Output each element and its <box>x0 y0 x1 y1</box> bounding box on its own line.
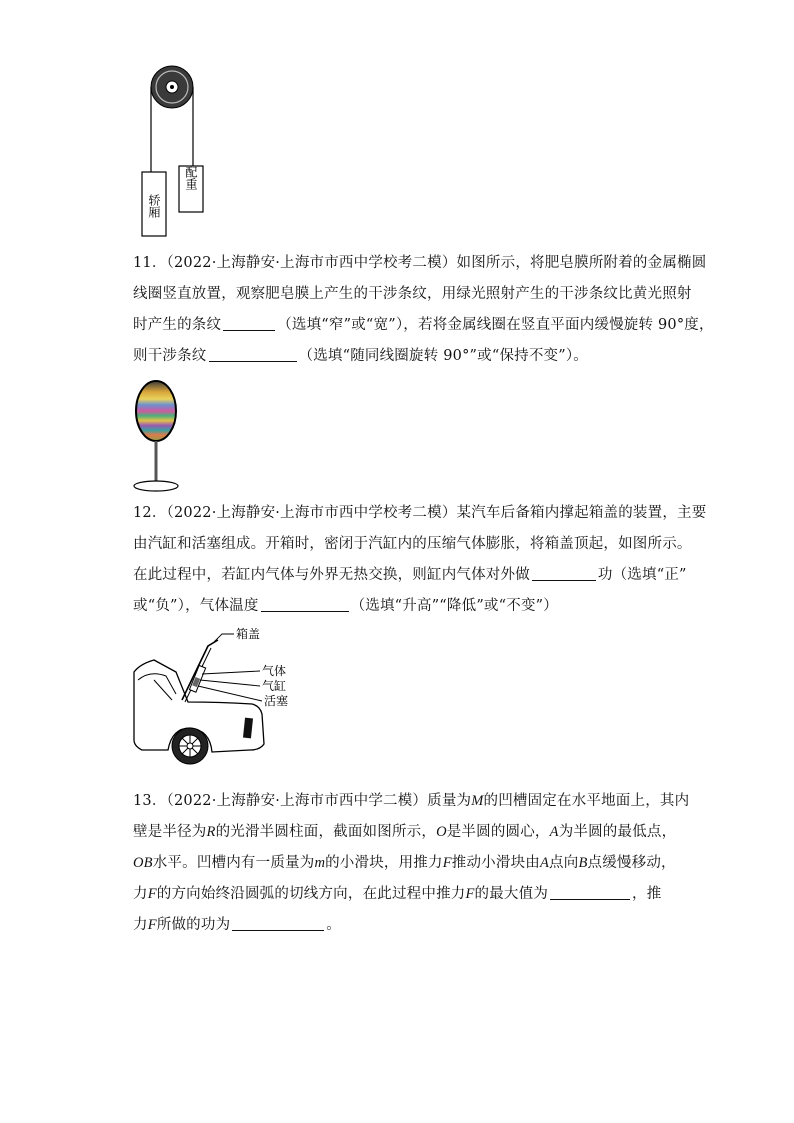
q13-blank-1[interactable] <box>550 885 630 901</box>
q12-line-2: 由汽缸和活塞组成。开箱时，密闭于汽缸内的压缩气体膨胀，将箱盖顶起，如图所示。 <box>133 536 692 552</box>
question-11 <box>133 248 714 372</box>
question-12 <box>133 498 707 622</box>
car-label: 轿厢 <box>147 194 161 218</box>
counterweight-label: 配重 <box>184 166 198 190</box>
q13-line-3: OB水平。凹槽内有一质量为m的小滑块，用推力F推动小滑块由A点向B点缓慢移动， <box>133 855 676 871</box>
q12-blank-1[interactable] <box>532 566 596 582</box>
q13-line-5: 力F所做的功为 。 <box>133 917 341 933</box>
soap-film-ellipse <box>136 381 176 441</box>
q11-blank-2[interactable] <box>209 347 297 363</box>
q13-line-4: 力F的方向始终沿圆弧的切线方向，在此过程中推力F的最大值为 ，推 <box>133 886 662 902</box>
car-trunk-figure <box>130 624 300 766</box>
label-gas: 气体 <box>262 664 287 678</box>
soap-film-figure <box>130 376 182 496</box>
elevator-pulley-figure <box>138 64 208 242</box>
label-piston: 活塞 <box>264 694 289 708</box>
q13-line-1: 13．（2022·上海静安·上海市市西中学二模）质量为M的凹槽固定在水平地面上，其内 <box>133 793 690 809</box>
label-lid: 箱盖 <box>236 627 261 641</box>
question-13 <box>133 786 690 941</box>
q11-line-4: 则干涉条纹 （选填“随同线圈旋转 90°”或“保持不变”）。 <box>133 348 589 364</box>
q13-line-2: 壁是半径为R的光滑半圆柱面，截面如图所示，O是半圆的圆心，A为半圆的最低点， <box>133 824 677 840</box>
q11-line-2: 线圈竖直放置，观察肥皂膜上产生的干涉条纹，用绿光照射产生的干涉条纹比黄光照射 <box>133 286 692 302</box>
q11-blank-1[interactable] <box>223 316 275 332</box>
q11-line-1: 11．（2022·上海静安·上海市市西中学校考二模）如图所示，将肥皂膜所附着的金属椭圆 <box>133 255 707 271</box>
q11-line-3: 时产生的条纹 （选填“窄”或“宽”），若将金属线圈在竖直平面内缓慢旋转 90°度， <box>133 317 714 333</box>
q13-blank-2[interactable] <box>232 916 324 932</box>
q12-line-1: 12．（2022·上海静安·上海市市西中学校考二模）某汽车后备箱内撑起箱盖的装置，主要 <box>133 505 707 521</box>
q12-blank-2[interactable] <box>261 597 349 613</box>
q12-line-4: 或“负”），气体温度 （选填“升高”“降低”或“不变”） <box>133 598 558 614</box>
stand-base <box>134 481 178 491</box>
q12-line-3: 在此过程中，若缸内气体与外界无热交换，则缸内气体对外做 功（选填“正” <box>133 567 687 583</box>
label-cylinder: 气缸 <box>262 679 287 693</box>
